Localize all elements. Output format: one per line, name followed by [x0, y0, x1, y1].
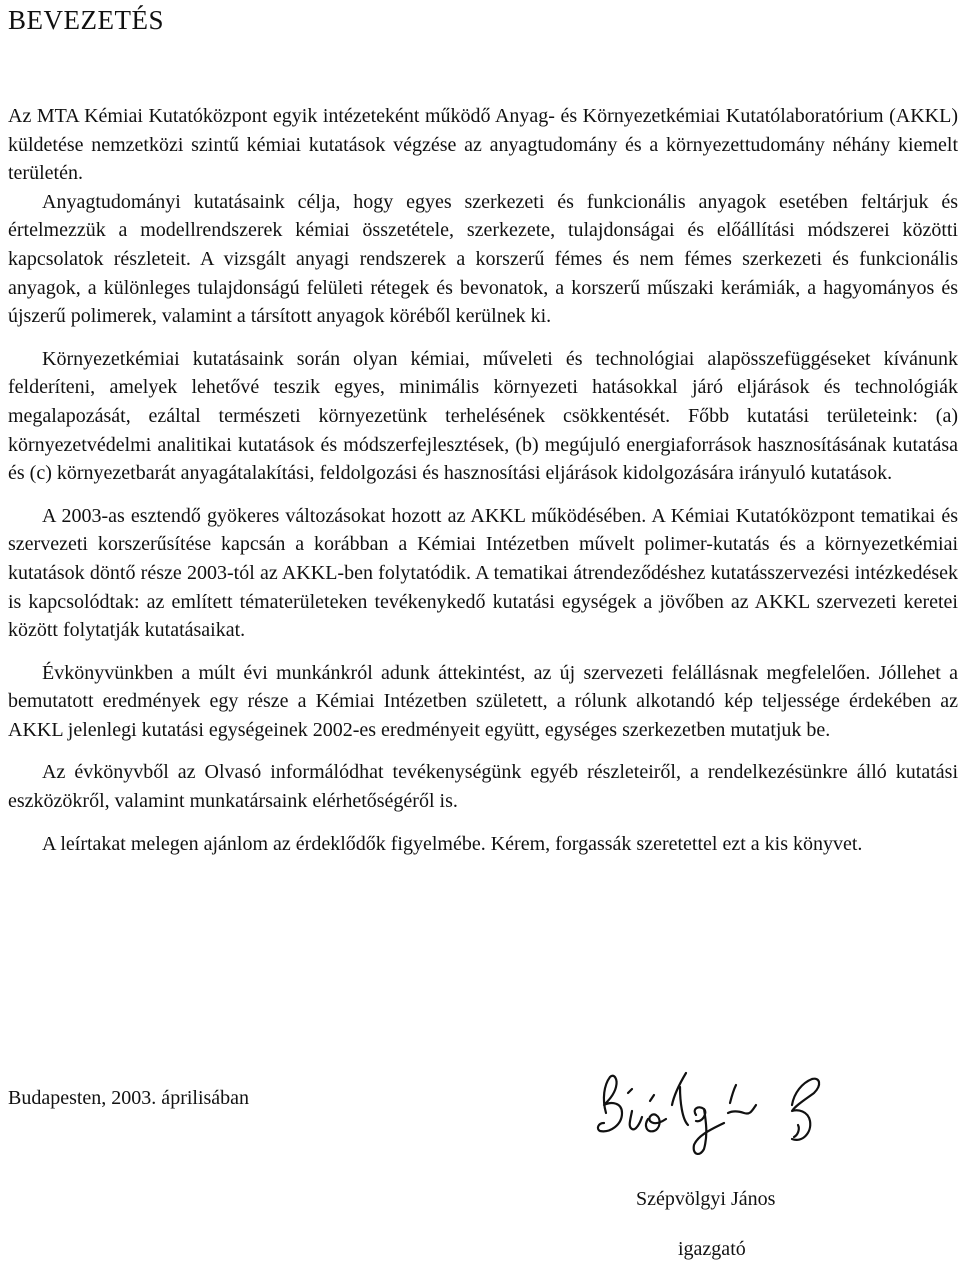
document-page: [8, 0, 958, 1263]
page-title: BEVEZETÉS: [8, 5, 164, 35]
signer-name: Szépvölgyi János: [636, 1188, 776, 1210]
paragraph-materials-science: Anyagtudományi kutatásaink célja, hogy egyes szerkezeti és funkcionális anyagok esetében feltárjuk és értelmezzük a modellrendszerek kémiai összetétele, szerkezete, tulajdonságai és előállítási módszerei közötti kapcsolatok részleteit. A vizsgált anyagi rendszerek a korszerű fémes és nem fémes szerkezeti és funkcionális anyagok, a különleges tulajdonságú felületi rétegek és bevonatok, a korszerű műszaki kerámiák, a hagyományos és újszerű polimerek, valamint a társított anyagok köréből kerülnek ki.: [8, 190, 958, 328]
paragraph-yearbook: Évkönyvünkben a múlt évi munkánkról adunk áttekintést, az új szervezeti felállásnak megfelelően. Jóllehet a bemutatott eredmények egy része a Kémiai Intézetben született, a rólunk alkotandó kép teljessége érdekében az AKKL jelenlegi kutatási egységeinek 2002-es eredményeit együtt, egységes szerkezetben mutatjuk be.: [8, 661, 958, 741]
paragraph-reader-info: Az évkönyvből az Olvasó informálódhat tevékenységünk egyéb részleteiről, a rendelkezésünkre álló kutatási eszközökről, valamint munkatársaink elérhetőségéről is.: [8, 761, 958, 813]
signer-role: igazgató: [678, 1238, 746, 1260]
handwritten-signature: [588, 1065, 838, 1160]
place-date: Budapesten, 2003. áprilisában: [8, 1087, 250, 1109]
document-body: [8, 102, 958, 858]
paragraph-environmental-chemistry: Környezetkémiai kutatásaink során olyan kémiai, műveleti és technológiai alapösszefüggéseket kívánunk felderíteni, amelyek lehetővé teszik egyes, minimális környezeti hatásokkal járó eljárások és technológiák megalapozását, ezáltal természeti környezetünk terhelésének csökkentését. Főbb kutatási területeink: (a) környezetvédelmi analitikai kutatások és módszerfejlesztések, (b) megújuló energiaforrások hasznosításának kutatása és (c) környezetbarát anyagátalakítási, feldolgozási és hasznosítási eljárások kidolgozására irányuló kutatások.: [8, 347, 958, 485]
paragraph-closing: A leírtakat melegen ajánlom az érdeklődők figyelmébe. Kérem, forgassák szeretettel ezt a kis könyvet.: [42, 832, 863, 855]
paragraph-intro: Az MTA Kémiai Kutatóközpont egyik intézeteként működő Anyag- és Környezetkémiai Kutatólaboratórium (AKKL) küldetése nemzetközi szintű kémiai kutatások végzése az anyagtudomány és a környezettudomány néhány kiemelt területén.: [8, 105, 958, 185]
paragraph-2003-changes: A 2003-as esztendő gyökeres változásokat hozott az AKKL működésében. A Kémiai Kutatóközpont tematikai és szervezeti korszerűsítése kapcsán a korábban a Kémiai Intézetben művelt polimer-kutatás és a környezetkémiai kutatások döntő része 2003-tól az AKKL-ben folytatódik. A tematikai átrendeződéshez kutatásszervezési intézkedések is kapcsolódtak: az említett tématerületeken tevékenykedő kutatási egységek a jövőben az AKKL szervezeti keretei között folytatják kutatásaikat.: [8, 504, 958, 642]
